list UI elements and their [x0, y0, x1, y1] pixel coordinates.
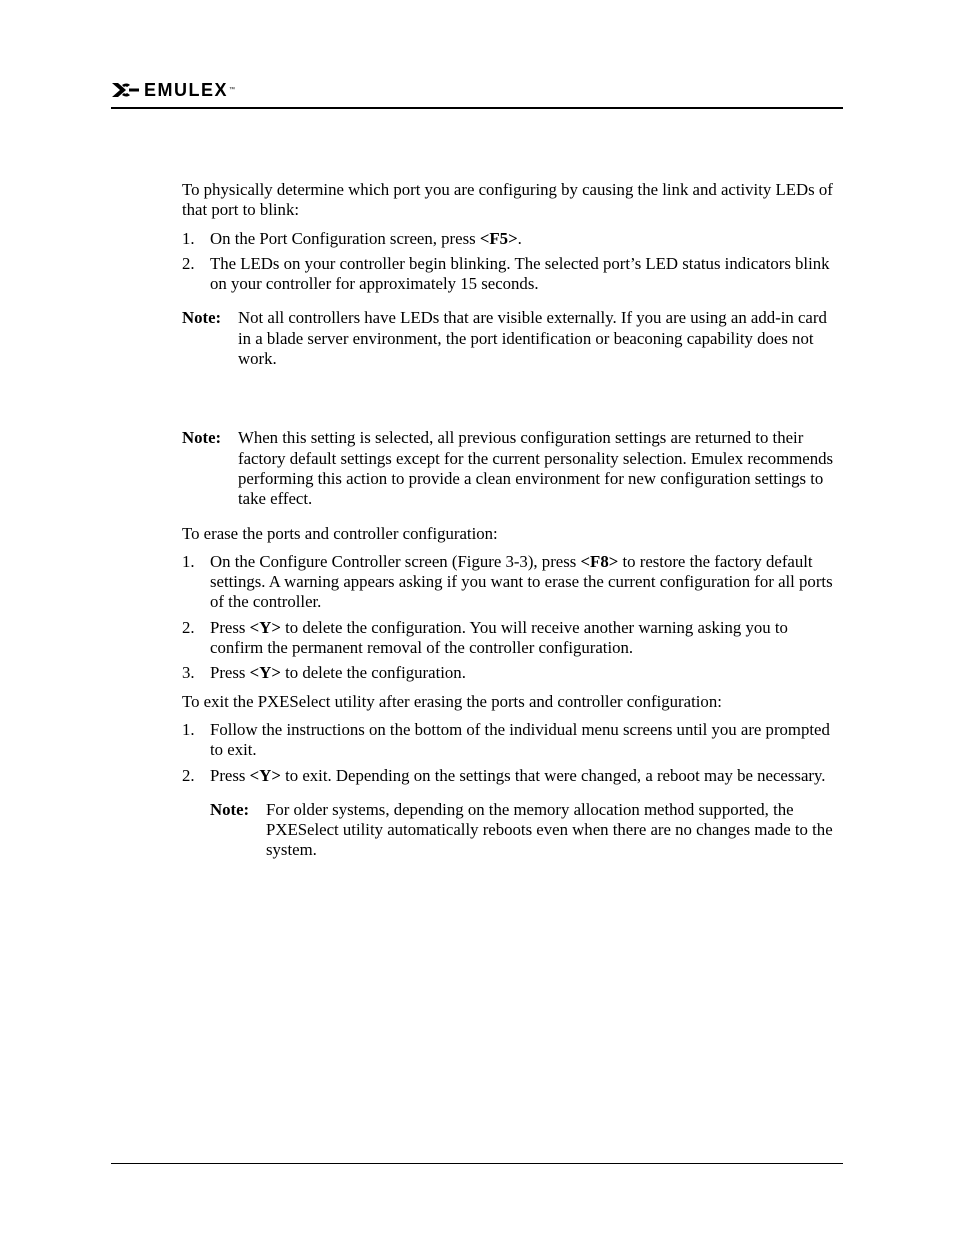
note-text: For older systems, depending on the memory allocation method supported, the PXESelect utility automatically reboots even when there are no changes made to the system. [266, 799, 833, 860]
key-y: <Y> [249, 617, 281, 637]
identify-steps [182, 229, 842, 295]
logo-trademark: ™ [229, 87, 236, 93]
exit-intro: To exit the PXESelect utility after erasing the ports and controller configuration: [182, 691, 722, 711]
page-content [182, 180, 842, 861]
key-f5: <F5> [479, 228, 518, 248]
list-item: 1. On the Port Configuration screen, press <F5>. [182, 228, 522, 248]
erase-intro: To erase the ports and controller configuration: [182, 523, 498, 543]
note-label: Note: [210, 799, 250, 819]
note-erase [182, 428, 842, 509]
note-text: When this setting is selected, all previous configuration settings are returned to their factory default settings except for the current personality selection. Emulex recommends performing this action to provide a clean environment for new configuration settings to take effect. [238, 428, 834, 509]
header-rule [111, 107, 843, 109]
note-leds [182, 308, 842, 369]
note-label: Note: [182, 428, 222, 448]
key-y: <Y> [249, 663, 281, 683]
list-item: 2. Press <Y> to delete the configuration. You will receive another warning asking you to confirm the permanent removal of the controller configuration. [182, 617, 788, 658]
list-item: 1. On the Configure Controller screen (Figure 3-3), press <F8> to restore the factory default settings. A warning appears asking if you want to erase the current configuration for all ports of the controller. [182, 551, 833, 612]
identify-intro: To physically determine which port you are configuring by causing the link and activity LEDs of that port to blink: [182, 180, 833, 220]
note-text: Not all controllers have LEDs that are visible externally. If you are using an add-in card in a blade server environment, the port identification or beaconing capability does not work. [238, 308, 827, 369]
emulex-logo-mark-icon [111, 81, 141, 99]
key-y: <Y> [249, 765, 281, 785]
list-item: 2. Press <Y> to exit. Depending on the settings that were changed, a reboot may be necessary. [182, 765, 826, 785]
list-item: 3. Press <Y> to delete the configuration. [182, 663, 466, 683]
key-f8: <F8> [580, 551, 619, 571]
emulex-logo [111, 80, 235, 100]
note-label: Note: [182, 308, 222, 328]
list-item: 2. The LEDs on your controller begin blinking. The selected port’s LED status indicators blink on your controller for approximately 15 seconds. [182, 253, 830, 294]
note-older-systems [210, 800, 842, 861]
erase-steps [182, 552, 842, 684]
list-item: 1. Follow the instructions on the bottom of the individual menu screens until you are prompted to exit. [182, 719, 830, 760]
exit-steps [182, 720, 842, 786]
footer-rule [111, 1163, 843, 1164]
logo-wordmark: EMULEX [144, 80, 229, 100]
